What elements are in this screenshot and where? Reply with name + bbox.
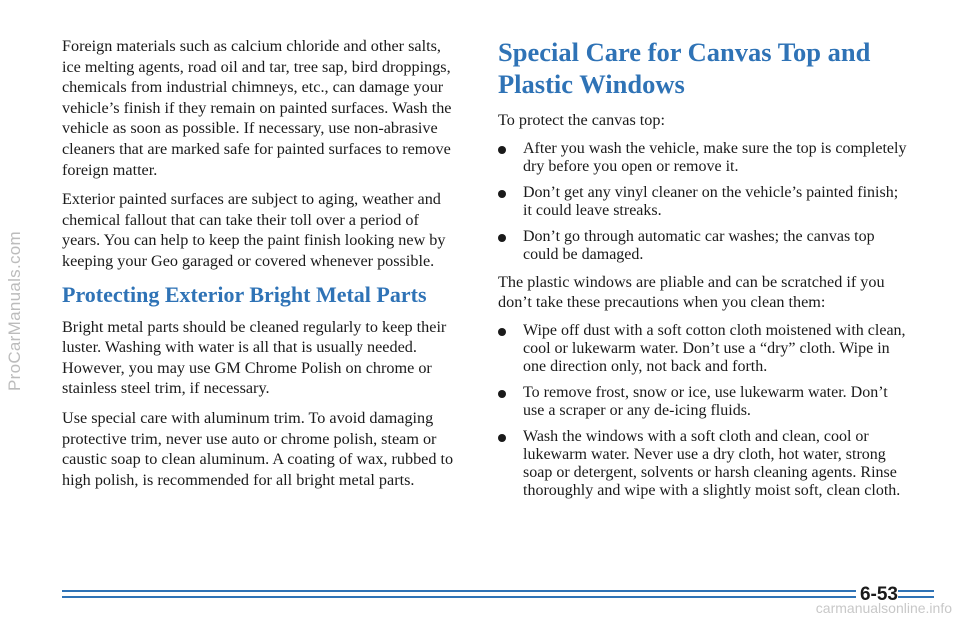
paragraph-foreign-materials: Foreign materials such as calcium chloride and other salts, ice melting agents, road oil and tar, tree sap, bird droppings, chemicals from industrial chimneys, etc., can damage your vehicle’s finish if they remain on painted surfaces. Wash the vehicle as soon as possible. If necessary, use non-abrasive cleaners that are marked safe for painted surfaces to remove foreign matter.: [62, 37, 452, 179]
list-item: [498, 140, 910, 176]
plastic-windows-intro: The plastic windows are pliable and can be scratched if you don’t take these precautions when you clean them:: [498, 272, 885, 312]
paragraph-bright-metal-cleaning: Bright metal parts should be cleaned regularly to keep their luster. Washing with water is all that is usually needed. However, you may use GM Chrome Polish on chrome or stainless steel trim, if necessary.: [62, 317, 447, 398]
plastic-bullet-list: [498, 322, 910, 500]
list-item-text: Wipe off dust with a soft cotton cloth moistened with clean, cool or lukewarm water. Don’t use a “dry” cloth. Wipe in one direction only, not back and forth.: [523, 321, 906, 375]
list-item-text: Wash the windows with a soft cloth and clean, cool or lukewarm water. Never use a dry cloth, hot water, strong soap or detergent, solvents or harsh cleaning agents. Rinse thoroughly and wipe with a slightly moist soft, clean cloth.: [523, 427, 901, 499]
heading-bright-metal-parts: Protecting Exterior Bright Metal Parts: [62, 281, 427, 307]
list-item: [498, 184, 910, 220]
list-item-text: Don’t get any vinyl cleaner on the vehicle’s painted finish; it could leave streaks.: [523, 183, 899, 219]
side-watermark-text: ProCarManuals.com: [5, 230, 25, 392]
heading-canvas-top-plastic-windows: Special Care for Canvas Top and Plastic Windows: [498, 37, 871, 99]
page-number: 6-53: [856, 584, 898, 606]
canvas-intro: To protect the canvas top:: [498, 111, 665, 129]
right-column: [498, 36, 910, 508]
bottom-watermark: carmanualsonline.info: [815, 600, 952, 616]
footer-rule-top: [62, 590, 934, 592]
list-item-text: After you wash the vehicle, make sure the top is completely dry before you open or remove it.: [523, 139, 907, 175]
list-item: [498, 428, 910, 500]
side-watermark: [4, 0, 26, 622]
bullet-dot-icon: [498, 190, 506, 198]
list-item-text: To remove frost, snow or ice, use lukewarm water. Don’t use a scraper or any de-icing fluids.: [523, 383, 888, 419]
canvas-bullet-list: [498, 140, 910, 264]
list-item: [498, 322, 910, 376]
footer-rule-bottom: [62, 596, 934, 598]
left-column: [62, 36, 460, 490]
list-item: [498, 384, 910, 420]
bullet-dot-icon: [498, 434, 506, 442]
list-item-text: Don’t go through automatic car washes; the canvas top could be damaged.: [523, 227, 875, 263]
list-item: [498, 228, 910, 264]
paragraph-aluminum-trim: Use special care with aluminum trim. To avoid damaging protective trim, never use auto or chrome polish, steam or caustic soap to clean aluminum. A coating of wax, rubbed to high polish, is recommended for all bright metal parts.: [62, 408, 454, 489]
bullet-dot-icon: [498, 390, 506, 398]
paragraph-exterior-aging: Exterior painted surfaces are subject to aging, weather and chemical fallout that can take their toll over a period of years. You can help to keep the paint finish looking new by keeping your Geo garaged or covered whenever possible.: [62, 190, 446, 270]
bullet-dot-icon: [498, 146, 506, 154]
bullet-dot-icon: [498, 234, 506, 242]
bullet-dot-icon: [498, 328, 506, 336]
